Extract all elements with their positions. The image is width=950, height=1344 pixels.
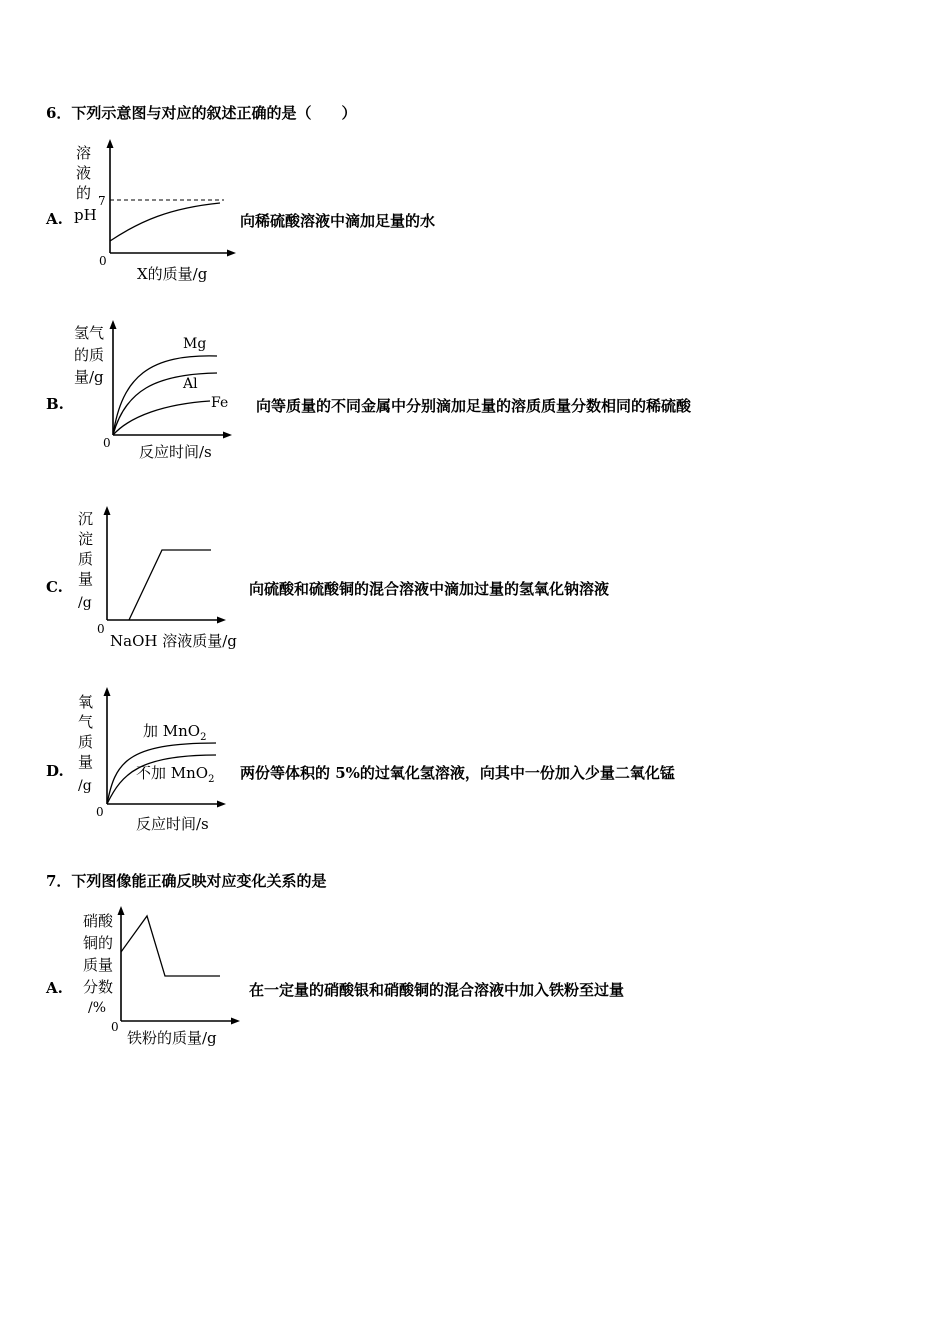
y-label-line: 量/g bbox=[74, 368, 104, 386]
y-label-line: 铜的 bbox=[83, 934, 114, 952]
fe-label: Fe bbox=[211, 395, 229, 411]
y-axis-mark-7: 7 bbox=[98, 194, 106, 208]
q6-option-d-letter: D. bbox=[46, 762, 64, 780]
x-axis-label: X的质量/g bbox=[137, 265, 208, 283]
q6-option-b-letter: B. bbox=[46, 395, 64, 413]
x-axis-label: 反应时间/s bbox=[139, 443, 212, 461]
ph-curve bbox=[110, 203, 220, 241]
origin-label: 0 bbox=[99, 254, 107, 268]
y-label-line: 硝酸 bbox=[83, 912, 114, 930]
origin-label: 0 bbox=[111, 1020, 119, 1034]
q6-option-c-graph bbox=[70, 500, 250, 652]
y-axis-arrow bbox=[104, 687, 111, 696]
fe-curve bbox=[113, 401, 210, 435]
x-axis-label: NaOH 溶液质量/g bbox=[110, 632, 237, 650]
mg-label: Mg bbox=[183, 336, 207, 352]
y-label-char: /g bbox=[78, 595, 92, 611]
without-mno2-label: 不加 MnO$_2$ bbox=[136, 764, 215, 785]
y-label-char: 液 bbox=[76, 164, 92, 182]
x-axis-arrow bbox=[217, 801, 226, 808]
question-7-stem: 7．下列图像能正确反映对应变化关系的是 bbox=[46, 872, 327, 890]
q6-option-a-graph bbox=[60, 136, 240, 286]
y-axis-arrow bbox=[107, 139, 114, 148]
q6-option-d-graph bbox=[70, 683, 240, 835]
q6-option-d-desc: 两份等体积的 5%的过氧化氢溶液，向其中一份加入少量二氧化锰 bbox=[240, 764, 675, 782]
y-axis-arrow bbox=[104, 506, 111, 515]
y-label-char: 淀 bbox=[78, 530, 94, 548]
y-label-char: 沉 bbox=[78, 510, 94, 528]
y-label-char: 的 bbox=[76, 184, 92, 202]
y-axis-arrow bbox=[118, 906, 125, 915]
with-mno2-label: 加 MnO$_2$ bbox=[143, 722, 207, 743]
y-label-char: pH bbox=[74, 206, 97, 224]
x-axis-label: 铁粉的质量/g bbox=[127, 1029, 217, 1047]
origin-label: 0 bbox=[103, 436, 111, 450]
y-label-char: 溶 bbox=[76, 144, 92, 162]
mg-curve bbox=[113, 356, 217, 435]
y-label-char: 氧 bbox=[78, 693, 94, 711]
q7-option-a-graph bbox=[80, 902, 250, 1048]
y-label-char: 质 bbox=[78, 550, 94, 568]
precipitate-line bbox=[129, 550, 211, 620]
x-axis-arrow bbox=[217, 617, 226, 624]
x-axis-arrow bbox=[227, 250, 236, 257]
y-label-char: /g bbox=[78, 778, 92, 794]
q6-option-a-letter: A. bbox=[46, 210, 63, 228]
y-label-line: /% bbox=[88, 1000, 107, 1016]
y-label-char: 质 bbox=[78, 733, 94, 751]
y-label-char: 量 bbox=[78, 570, 94, 588]
y-label-line: 质量 bbox=[83, 956, 114, 974]
x-axis-arrow bbox=[223, 432, 232, 439]
y-label-char: 气 bbox=[78, 713, 94, 731]
y-label-line: 的质 bbox=[74, 346, 105, 364]
q7-option-a-letter: A. bbox=[46, 979, 63, 997]
y-label-char: 量 bbox=[78, 753, 94, 771]
q6-option-b-graph bbox=[70, 316, 260, 466]
mass-fraction-line bbox=[121, 916, 220, 976]
x-axis-label: 反应时间/s bbox=[136, 815, 209, 833]
al-curve bbox=[113, 373, 217, 435]
al-label: Al bbox=[183, 376, 198, 392]
q6-option-c-letter: C. bbox=[46, 578, 63, 596]
x-axis-arrow bbox=[231, 1018, 240, 1025]
origin-label: 0 bbox=[97, 622, 105, 636]
y-label-line: 氢气 bbox=[74, 324, 105, 342]
q6-option-c-desc: 向硫酸和硫酸铜的混合溶液中滴加过量的氢氧化钠溶液 bbox=[249, 580, 610, 598]
q6-option-b-desc: 向等质量的不同金属中分别滴加足量的溶质质量分数相同的稀硫酸 bbox=[256, 397, 692, 415]
question-6-stem: 6．下列示意图与对应的叙述正确的是（ ） bbox=[46, 104, 357, 122]
y-label-line: 分数 bbox=[83, 978, 114, 996]
origin-label: 0 bbox=[96, 805, 104, 819]
q6-option-a-desc: 向稀硫酸溶液中滴加足量的水 bbox=[240, 212, 436, 230]
q7-option-a-desc: 在一定量的硝酸银和硝酸铜的混合溶液中加入铁粉至过量 bbox=[249, 981, 625, 999]
y-axis-arrow bbox=[110, 320, 117, 329]
